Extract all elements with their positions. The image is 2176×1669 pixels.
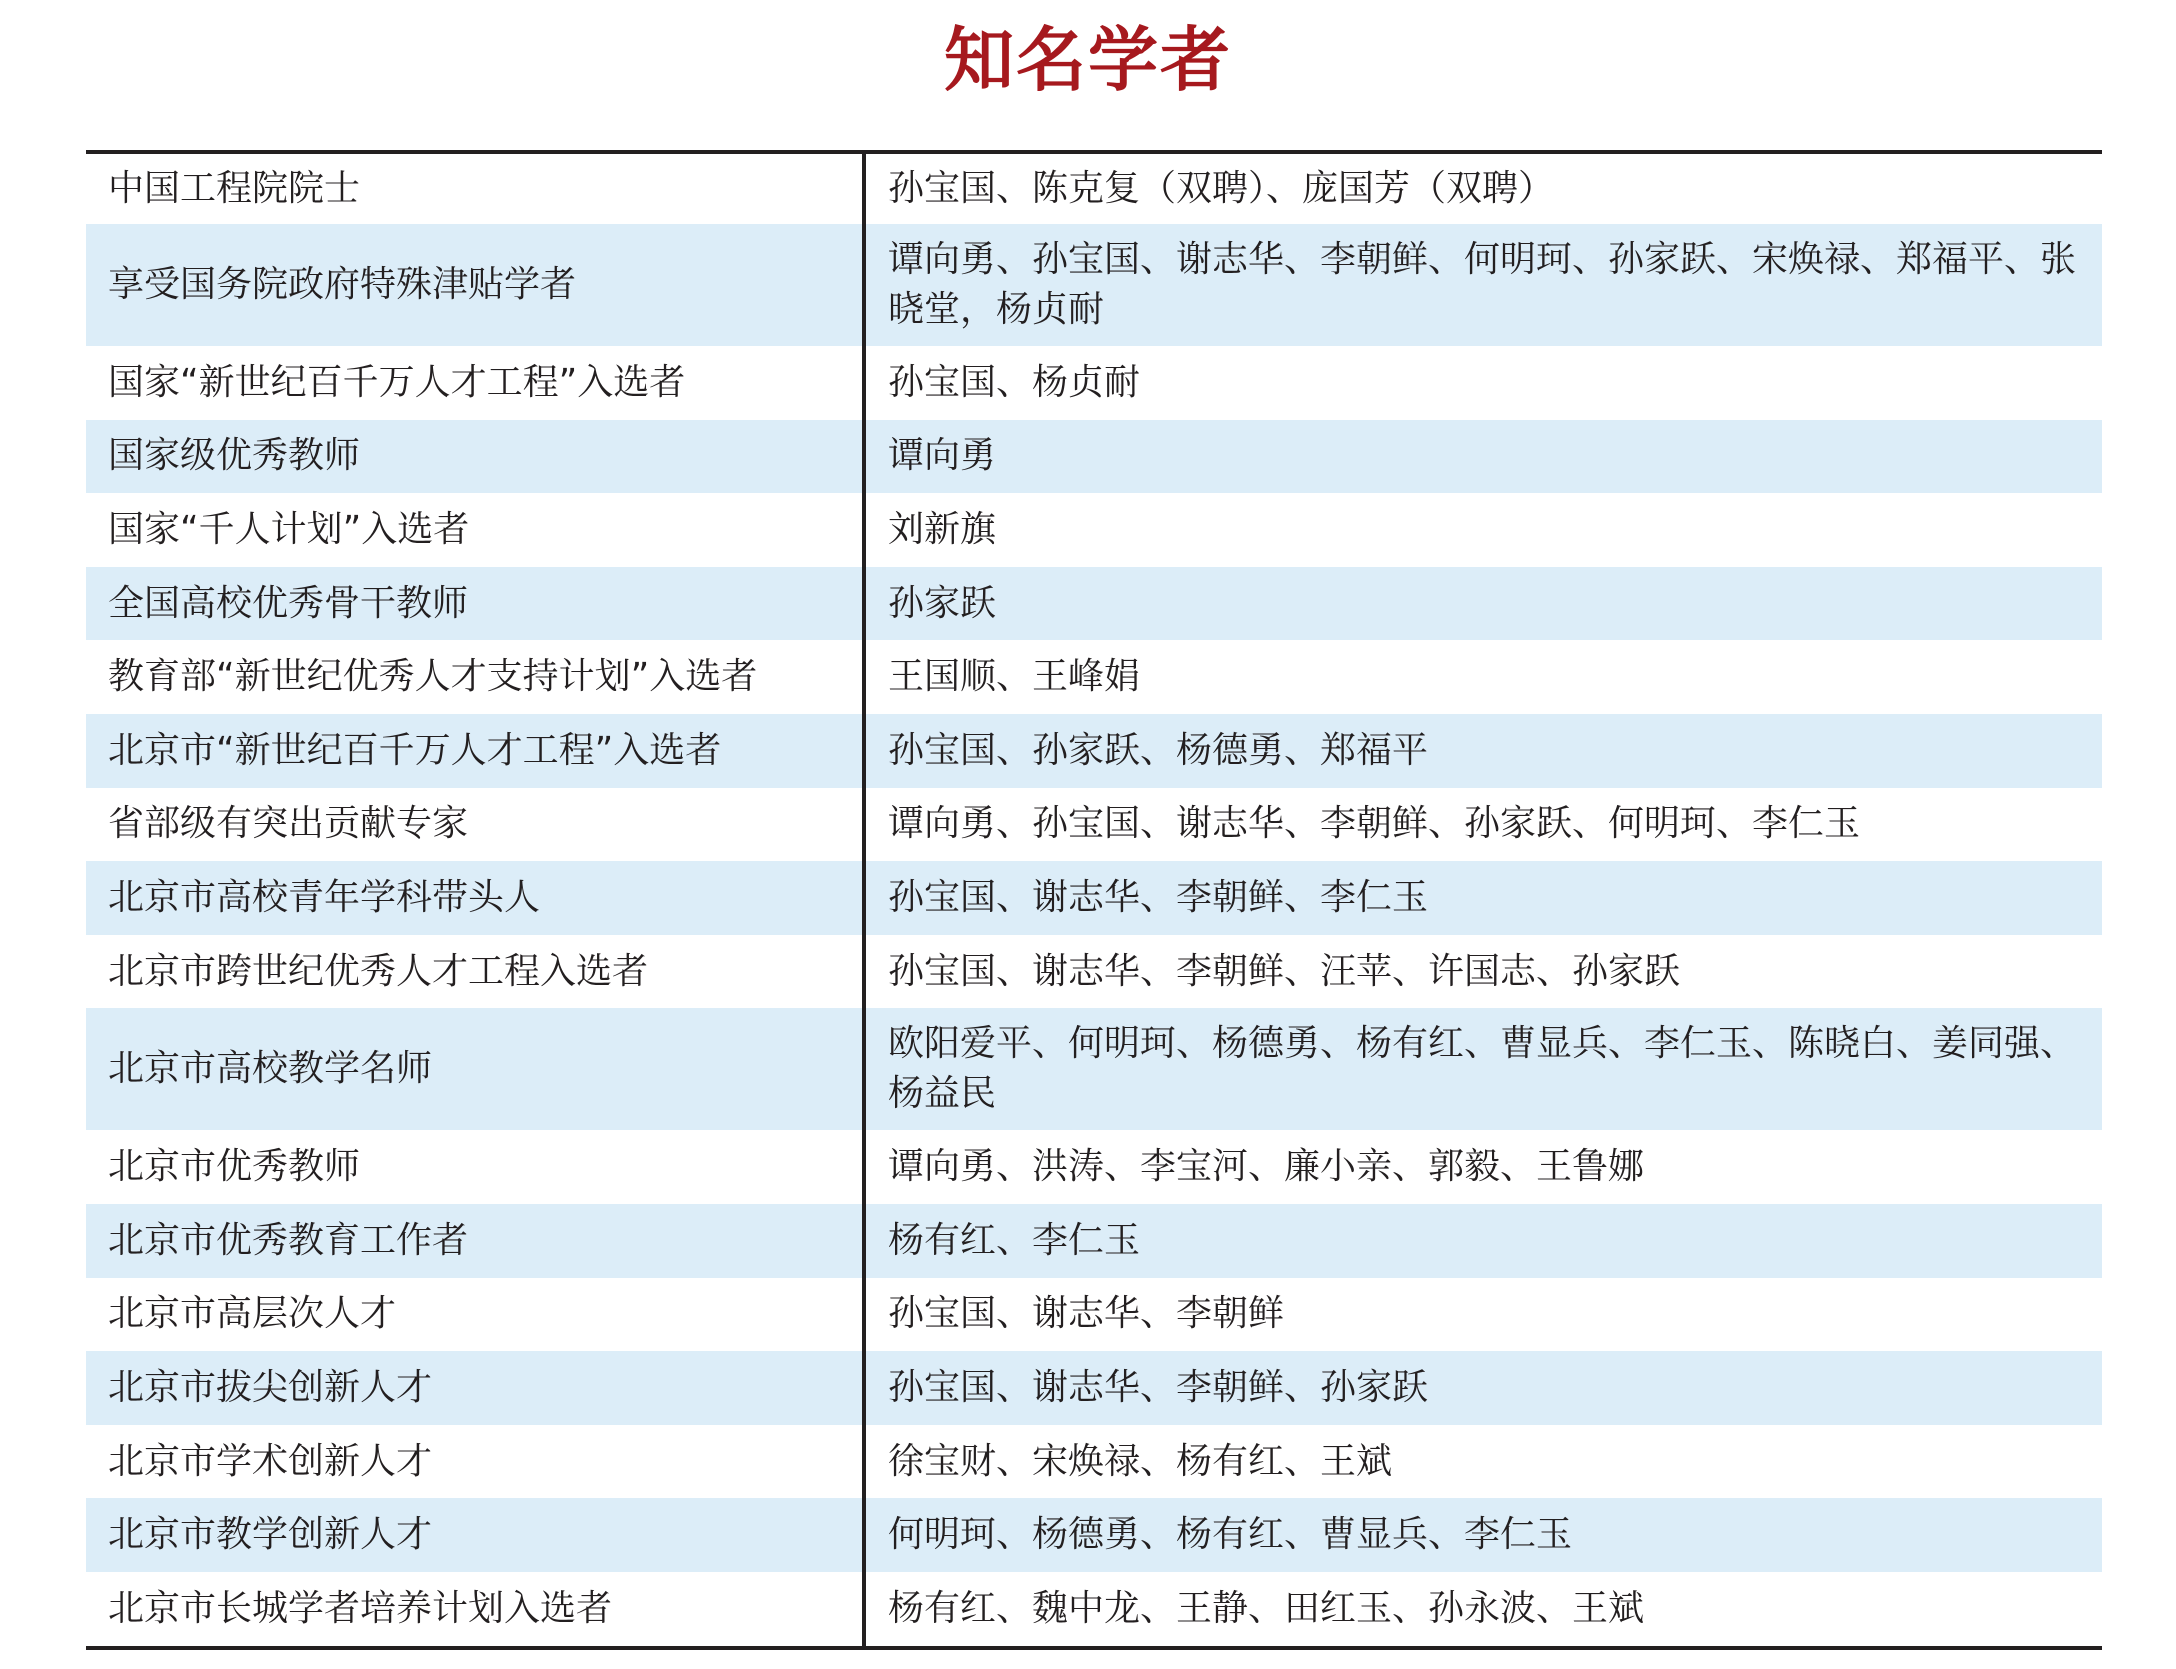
table-row <box>86 154 2102 224</box>
table-row <box>86 1204 2102 1278</box>
honor-title: 国家“新世纪百千万人才工程”入选者 <box>86 346 866 420</box>
honor-title: 北京市“新世纪百千万人才工程”入选者 <box>86 714 866 788</box>
table-row <box>86 1498 2102 1572</box>
honor-title: 北京市高校青年学科带头人 <box>86 861 866 935</box>
honor-title: 中国工程院院士 <box>86 154 866 224</box>
scholar-names: 杨有红、李仁玉 <box>888 1219 1141 1261</box>
table-row <box>86 346 2102 420</box>
table-row <box>86 567 2102 641</box>
honor-title: 教育部“新世纪优秀人才支持计划”入选者 <box>86 640 866 714</box>
scholar-names: 孙家跃 <box>888 582 997 624</box>
honor-title: 国家级优秀教师 <box>86 420 866 494</box>
table-row <box>86 1130 2102 1204</box>
honor-title: 北京市高层次人才 <box>86 1278 866 1352</box>
scholar-names: 孙宝国、谢志华、李朝鲜、李仁玉 <box>888 876 1429 918</box>
table-row <box>86 788 2102 862</box>
table-row <box>86 935 2102 1009</box>
scholar-names: 刘新旗 <box>888 508 997 550</box>
scholar-names: 谭向勇、洪涛、李宝河、廉小亲、郭毅、王鲁娜 <box>888 1146 1645 1188</box>
scholar-names: 谭向勇、孙宝国、谢志华、李朝鲜、何明珂、孙家跃、宋焕禄、郑福平、张晓堂，杨贞耐 <box>888 239 2077 330</box>
table-row <box>86 1351 2102 1425</box>
honor-title: 北京市长城学者培养计划入选者 <box>86 1572 866 1646</box>
honor-title: 北京市学术创新人才 <box>86 1425 866 1499</box>
honor-title: 北京市高校教学名师 <box>86 1008 866 1130</box>
table-row <box>86 1008 2102 1130</box>
honor-title: 北京市跨世纪优秀人才工程入选者 <box>86 935 866 1009</box>
honor-title: 省部级有突出贡献专家 <box>86 788 866 862</box>
scholar-names: 杨有红、魏中龙、王静、田红玉、孙永波、王斌 <box>888 1587 1645 1629</box>
honor-title: 北京市优秀教师 <box>86 1130 866 1204</box>
table-row <box>86 224 2102 346</box>
honor-title: 享受国务院政府特殊津贴学者 <box>86 224 866 346</box>
page-title: 知名学者 <box>944 19 1232 101</box>
scholar-names: 谭向勇 <box>888 435 997 477</box>
honor-title: 北京市拔尖创新人才 <box>86 1351 866 1425</box>
table-row <box>86 640 2102 714</box>
scholar-names: 欧阳爱平、何明珂、杨德勇、杨有红、曹显兵、李仁玉、陈晓白、姜同强、杨益民 <box>888 1023 2077 1115</box>
honor-title: 北京市优秀教育工作者 <box>86 1204 866 1278</box>
scholar-names: 谭向勇、孙宝国、谢志华、李朝鲜、孙家跃、何明珂、李仁玉 <box>888 803 1861 845</box>
table-row <box>86 1572 2102 1646</box>
scholars-table <box>86 150 2102 1650</box>
table-row <box>86 493 2102 567</box>
table-row <box>86 861 2102 935</box>
scholar-names: 孙宝国、杨贞耐 <box>888 361 1141 403</box>
honor-title: 全国高校优秀骨干教师 <box>86 567 866 641</box>
scholar-names: 王国顺、王峰娟 <box>888 656 1141 698</box>
scholar-names: 徐宝财、宋焕禄、杨有红、王斌 <box>888 1440 1393 1482</box>
scholar-names: 孙宝国、谢志华、李朝鲜、汪苹、许国志、孙家跃 <box>888 950 1681 992</box>
scholar-names: 孙宝国、孙家跃、杨德勇、郑福平 <box>888 729 1429 771</box>
scholar-names: 孙宝国、谢志华、李朝鲜 <box>888 1293 1285 1335</box>
honor-title: 北京市教学创新人才 <box>86 1498 866 1572</box>
table-row <box>86 1425 2102 1499</box>
table-row <box>86 1278 2102 1352</box>
table-row <box>86 420 2102 494</box>
scholar-names: 孙宝国、谢志华、李朝鲜、孙家跃 <box>888 1366 1429 1408</box>
table-row <box>86 714 2102 788</box>
honor-title: 国家“千人计划”入选者 <box>86 493 866 567</box>
scholar-names: 孙宝国、陈克复（双聘）、庞国芳（双聘） <box>888 168 1555 209</box>
scholar-names: 何明珂、杨德勇、杨有红、曹显兵、李仁玉 <box>888 1514 1573 1556</box>
